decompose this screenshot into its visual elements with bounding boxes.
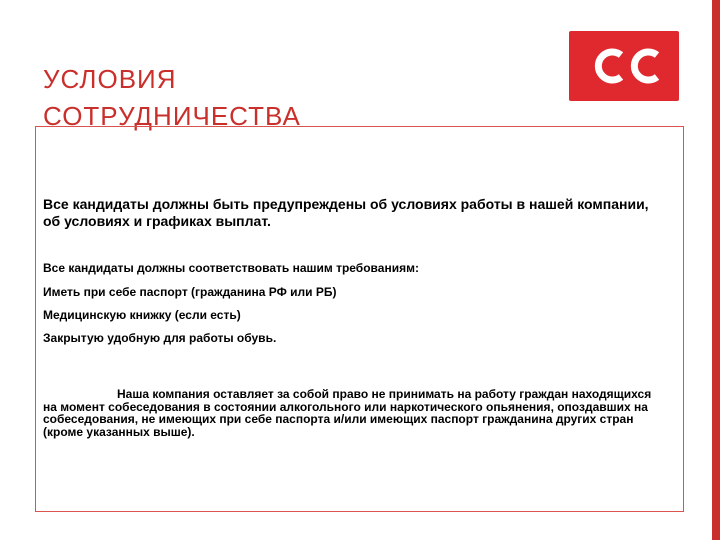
- slide-title: [43, 61, 301, 135]
- slide-title-line-1: УСЛОВИЯ: [43, 64, 177, 95]
- intro-paragraph: Все кандидаты должны быть предупреждены об условиях работы в нашей компании, об условиях и графиках выплат.: [43, 196, 649, 229]
- slide-title-line-2: СОТРУДНИЧЕСТВА: [43, 101, 301, 132]
- right-accent-bar: [712, 0, 720, 540]
- oc-logo-icon: [569, 31, 679, 101]
- requirement-item: Иметь при себе паспорт (гражданина РФ или РБ): [43, 285, 337, 299]
- requirement-item: Закрытую удобную для работы обувь.: [43, 331, 277, 345]
- disclaimer-paragraph: [43, 388, 668, 438]
- requirement-item: Медицинскую книжку (если есть): [43, 308, 241, 322]
- disclaimer-text: Наша компания оставляет за собой право не принимать на работу граждан находящихся на момент собеседования в состоянии алкогольного или наркотического опьянения, опоздавших на собеседования, не имеющих при себе паспорта и/или имеющих паспорт гражданина других стран (кроме указанных выше).: [43, 387, 652, 439]
- requirements-heading: Все кандидаты должны соответствовать нашим требованиям:: [43, 261, 419, 275]
